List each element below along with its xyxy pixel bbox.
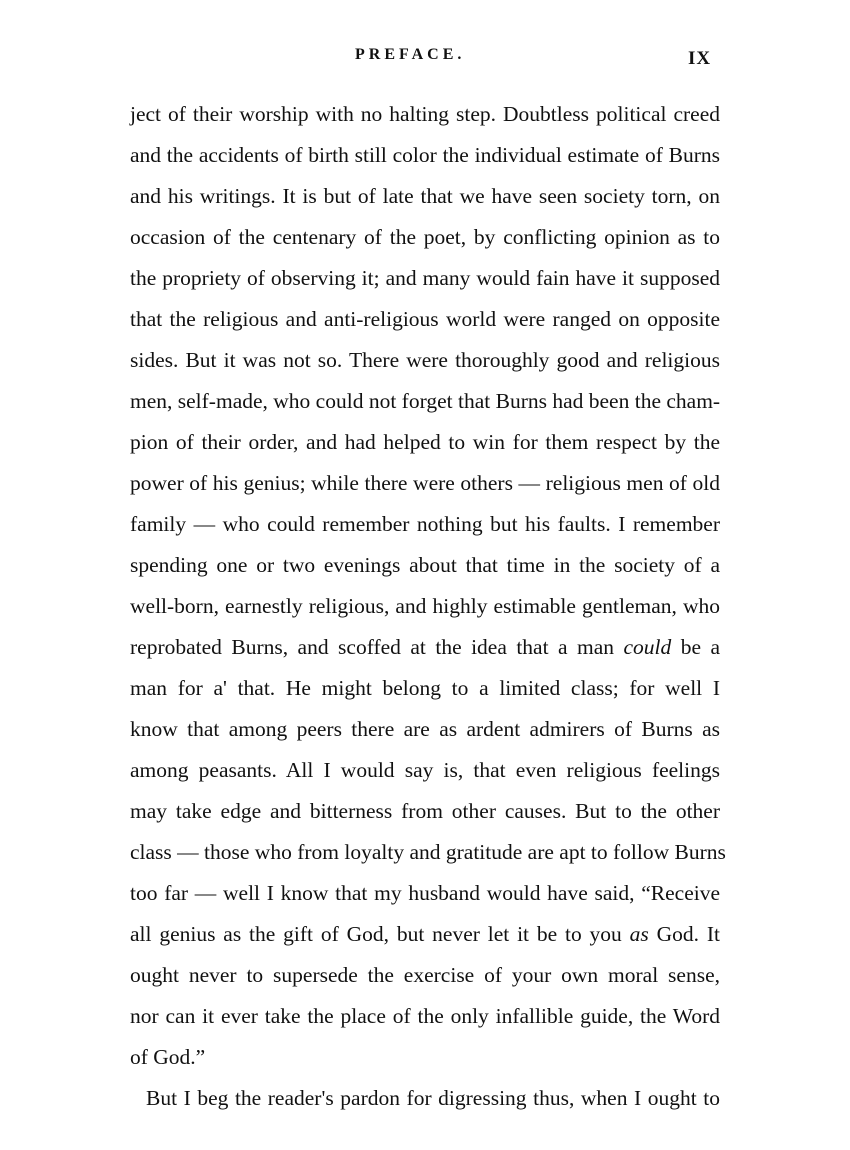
text-line: may take edge and bitterness from other causes. But to the other [130,799,720,823]
text-line: class — those who from loyalty and gratitude are apt to follow Burns [130,840,726,864]
text-line: the propriety of observing it; and many would fain have it supposed [130,266,720,290]
body-text [130,94,726,1119]
text-line: sides. But it was not so. There were thoroughly good and religious [130,348,720,372]
italic-emphasis: could [623,635,672,659]
text-line: nor can it ever take the place of the only infallible guide, the Word [130,1004,720,1028]
text-line: spending one or two evenings about that time in the society of a [130,553,720,577]
text-line: among peasants. All I would say is, that even religious feelings [130,758,720,782]
text-line: men, self-made, who could not forget that Burns had been the cham- [130,389,721,413]
text-line: pion of their order, and had helped to win for them respect by the [130,430,720,454]
text-line: family — who could remember nothing but his faults. I remember [130,512,720,536]
text-line: man for a' that. He might belong to a limited class; for well I [130,676,720,700]
text-line: know that among peers there are as ardent admirers of Burns as [130,717,720,741]
text-line-paragraph-start: But I beg the reader's pardon for digressing thus, when I ought to [146,1086,720,1110]
running-title: PREFACE. [355,46,466,63]
text-line: that the religious and anti-religious world were ranged on opposite [130,307,720,331]
text-line: occasion of the centenary of the poet, by conflicting opinion as to [130,225,720,249]
text-line: reprobated Burns, and scoffed at the idea that a man could be a [130,635,720,659]
text-line: and his writings. It is but of late that we have seen society torn, on [130,184,720,208]
text-line-paragraph-end: of God.” [130,1045,206,1069]
italic-emphasis: as [629,922,649,946]
running-head [0,46,850,76]
text-line: ought never to supersede the exercise of your own moral sense, [130,963,720,987]
text-line: ject of their worship with no halting step. Doubtless political creed [130,102,720,126]
text-line: well-born, earnestly religious, and highly estimable gentleman, who [130,594,720,618]
text-line: all genius as the gift of God, but never let it be to you as God. It [130,922,720,946]
text-line: and the accidents of birth still color the individual estimate of Burns [130,143,720,167]
page-number: IX [688,48,712,69]
text-line: too far — well I know that my husband would have said, “Receive [130,881,720,905]
text-line: power of his genius; while there were others — religious men of old [130,471,720,495]
